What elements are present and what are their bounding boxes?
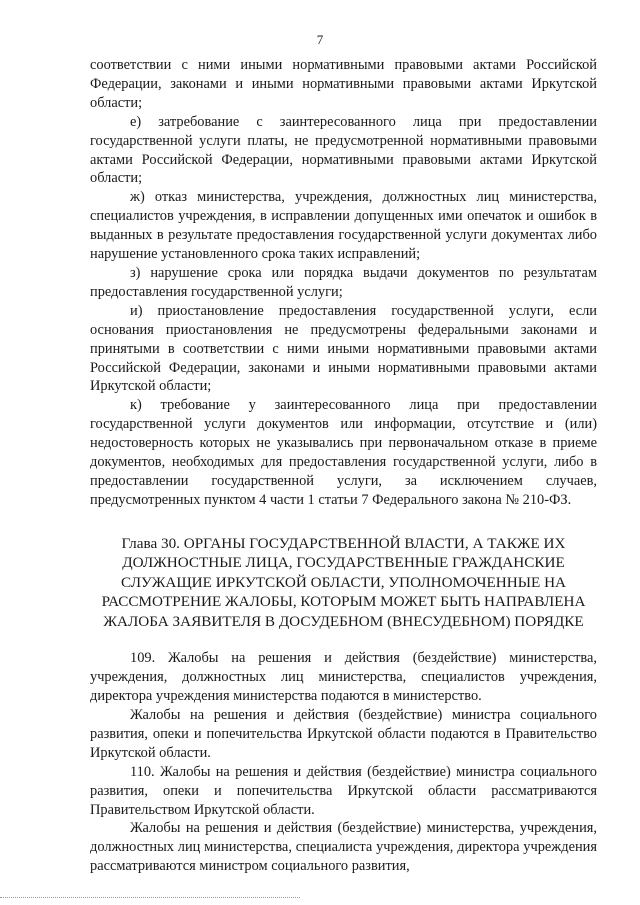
document-body	[90, 56, 597, 876]
paragraph-item-k: к) требование у заинтересованного лица при предоставлении государственной услуги документов или информации, отсутствие и (или) недостоверность которых не указывались при первоначальном отказе в приеме документов, необходимых для предоставления государственной услуги, либо в предоставлении государственной услуги, за исключением случаев, предусмотренных пунктом 4 части 1 статьи 7 Федерального закона № 210-ФЗ.	[90, 397, 597, 508]
paragraph-item-zh: ж) отказ министерства, учреждения, должностных лиц министерства, специалистов учреждения, в исправлении допущенных ими опечаток и ошибок в выданных в результате предоставления государственной услуги документах либо нарушение установленного срока таких исправлений;	[90, 189, 597, 263]
paragraph-complaints-ministry: Жалобы на решения и действия (бездействие) министерства, учреждения, должностных лиц министерства, специалиста учреждения, директора учреждения рассматриваются министром социального развития,	[90, 820, 597, 875]
paragraph-item-z: з) нарушение срока или порядка выдачи документов по результатам предоставления государственной услуги;	[90, 264, 597, 300]
chapter-heading: Глава 30. ОРГАНЫ ГОСУДАРСТВЕННОЙ ВЛАСТИ, А ТАКЖЕ ИХ ДОЛЖНОСТНЫЕ ЛИЦА, ГОСУДАРСТВЕННЫЕ ГРАЖДАНСКИЕ СЛУЖАЩИЕ ИРКУТСКОЙ ОБЛАСТИ, УПОЛНОМОЧЕННЫЕ НА РАССМОТРЕНИЕ ЖАЛОБЫ, КОТОРЫМ МОЖЕТ БЫТЬ НАПРАВЛЕНА ЖАЛОБА ЗАЯВИТЕЛЯ В ДОСУДЕБНОМ (ВНЕСУДЕБНОМ) ПОРЯДКЕ	[101, 534, 586, 630]
paragraph-item-i: и) приостановление предоставления государственной услуги, если основания приостановления не предусмотрены федеральными законами и принятыми в соответствии с ними иными нормативными правовыми актами Российской Федерации, законами и иными нормативными правовыми актами Иркутской области;	[90, 302, 597, 395]
paragraph-109: 109. Жалобы на решения и действия (бездействие) министерства, учреждения, должностных лиц министерства, специалистов учреждения, директора учреждения министерства подаются в министерство.	[90, 650, 597, 705]
paragraph-item-e: е) затребование с заинтересованного лица при предоставлении государственной услуги платы, не предусмотренной нормативными правовыми актами Российской Федерации, нормативными правовыми актами Иркутской области;	[90, 113, 597, 187]
footer-divider	[0, 897, 300, 898]
paragraph-continuation: соответствии с ними иными нормативными правовыми актами Российской Федерации, законами и иными нормативными правовыми актами Иркутской области;	[90, 57, 597, 111]
paragraph-110: 110. Жалобы на решения и действия (бездействие) министра социального развития, опеки и попечительства Иркутской области рассматриваются Правительством Иркутской области.	[90, 763, 597, 818]
paragraph-complaints-minister: Жалобы на решения и действия (бездействие) министра социального развития, опеки и попечительства Иркутской области подаются в Правительство Иркутской области.	[90, 706, 597, 761]
page-number: 7	[316, 32, 324, 47]
